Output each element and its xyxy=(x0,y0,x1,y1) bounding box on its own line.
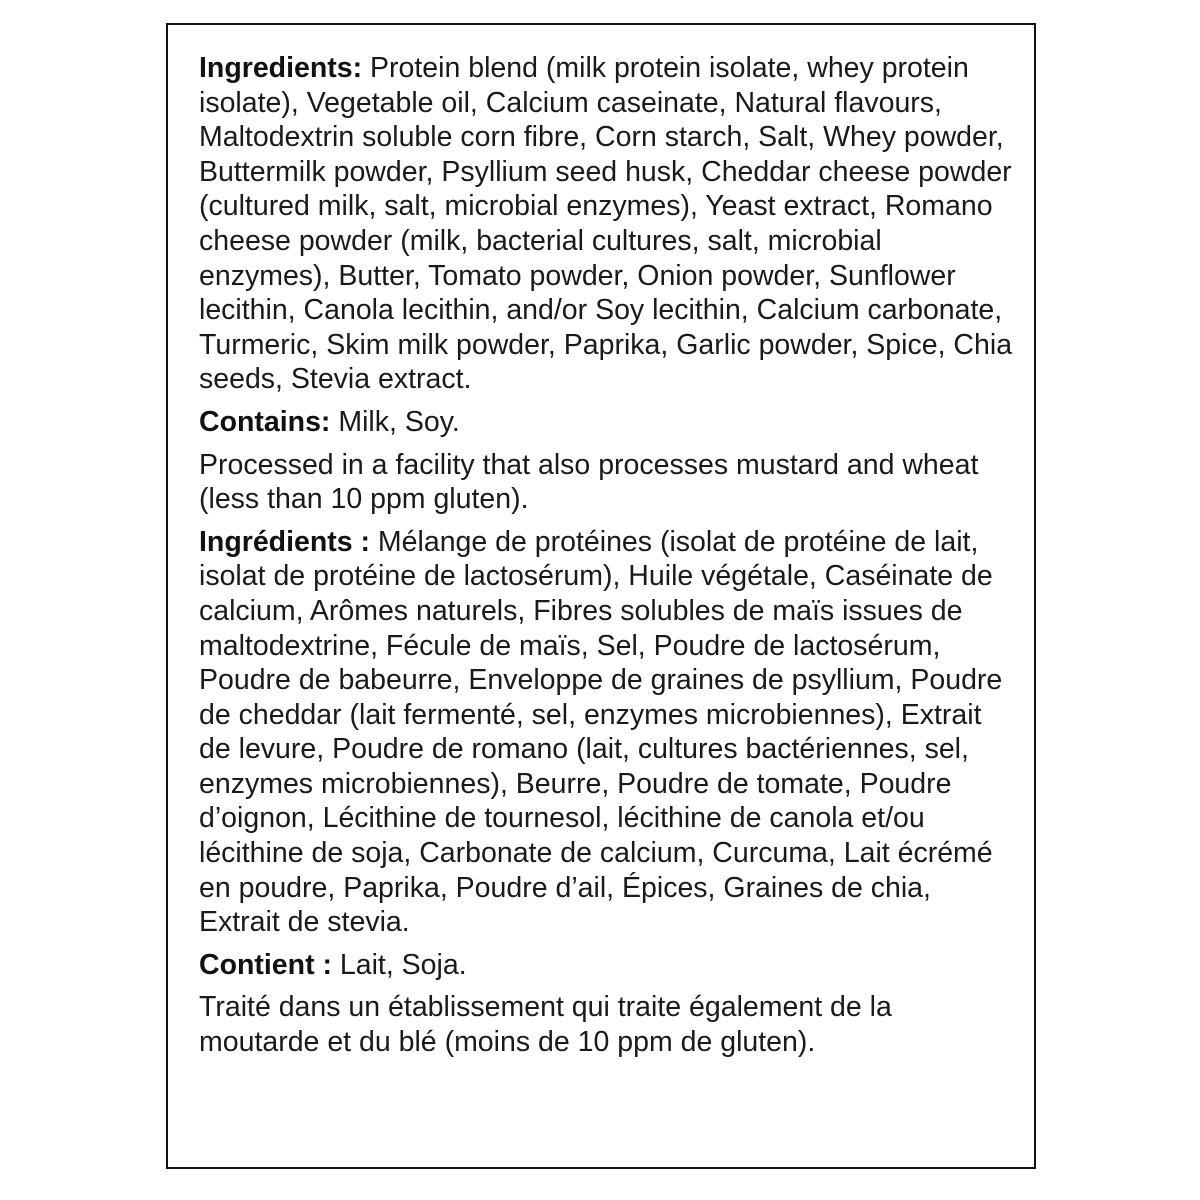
ingredients-paragraph-fr xyxy=(199,525,1019,940)
facility-statement-en: Processed in a facility that also processes mustard and wheat (less than 10 ppm gluten). xyxy=(199,448,979,516)
contains-text-en: Milk, Soy. xyxy=(330,405,460,438)
ingredients-text-fr: Mélange de protéines (isolat de protéine de lait, isolat de protéine de lactosérum), Huile végétale, Caséinate de calcium, Arômes naturels, Fibres solubles de maïs issues de maltodextrine, Fécule de maïs, Sel, Poudre de lactosérum, Poudre de babeurre, Enveloppe de graines de psyllium, Poudre de cheddar (lait fermenté, sel, enzymes microbiennes), Extrait de levure, Poudre de romano (lait, cultures bactériennes, sel, enzymes microbiennes), Beurre, Poudre de tomate, Poudre d’oignon, Lécithine de tournesol, lécithine de canola et/ou lécithine de soja, Carbonate de calcium, Curcuma, Lait écrémé en poudre, Paprika, Poudre d’ail, Épices, Graines de chia, Extrait de stevia. xyxy=(199,525,1003,939)
ingredients-text-en: Protein blend (milk protein isolate, whey protein isolate), Vegetable oil, Calcium caseinate, Natural flavours, Maltodextrin soluble corn fibre, Corn starch, Salt, Whey powder, Buttermilk powder, Psyllium seed husk, Cheddar cheese powder (cultured milk, salt, microbial enzymes), Yeast extract, Romano cheese powder (milk, bacterial cultures, salt, microbial enzymes), Butter, Tomato powder, Onion powder, Sunflower lecithin, Canola lecithin, and/or Soy lecithin, Calcium carbonate, Turmeric, Skim milk powder, Paprika, Garlic powder, Spice, Chia seeds, Stevia extract. xyxy=(199,52,1013,396)
contains-heading-fr: Contient : xyxy=(199,948,332,981)
contains-text-fr: Lait, Soja. xyxy=(331,948,467,981)
label-content xyxy=(199,51,1019,1068)
contains-paragraph-en xyxy=(199,405,1019,440)
ingredients-heading-en: Ingredients: xyxy=(199,52,363,84)
ingredient-label-panel xyxy=(166,23,1036,1169)
facility-statement-fr: Traité dans un établissement qui traite également de la moutarde et du blé (moins de 10 ppm de gluten). xyxy=(199,991,892,1059)
ingredients-paragraph-en xyxy=(199,51,1019,397)
contains-paragraph-fr xyxy=(199,948,1019,983)
contains-heading-en: Contains: xyxy=(199,405,331,438)
ingredients-heading-fr: Ingrédients : xyxy=(199,525,371,558)
